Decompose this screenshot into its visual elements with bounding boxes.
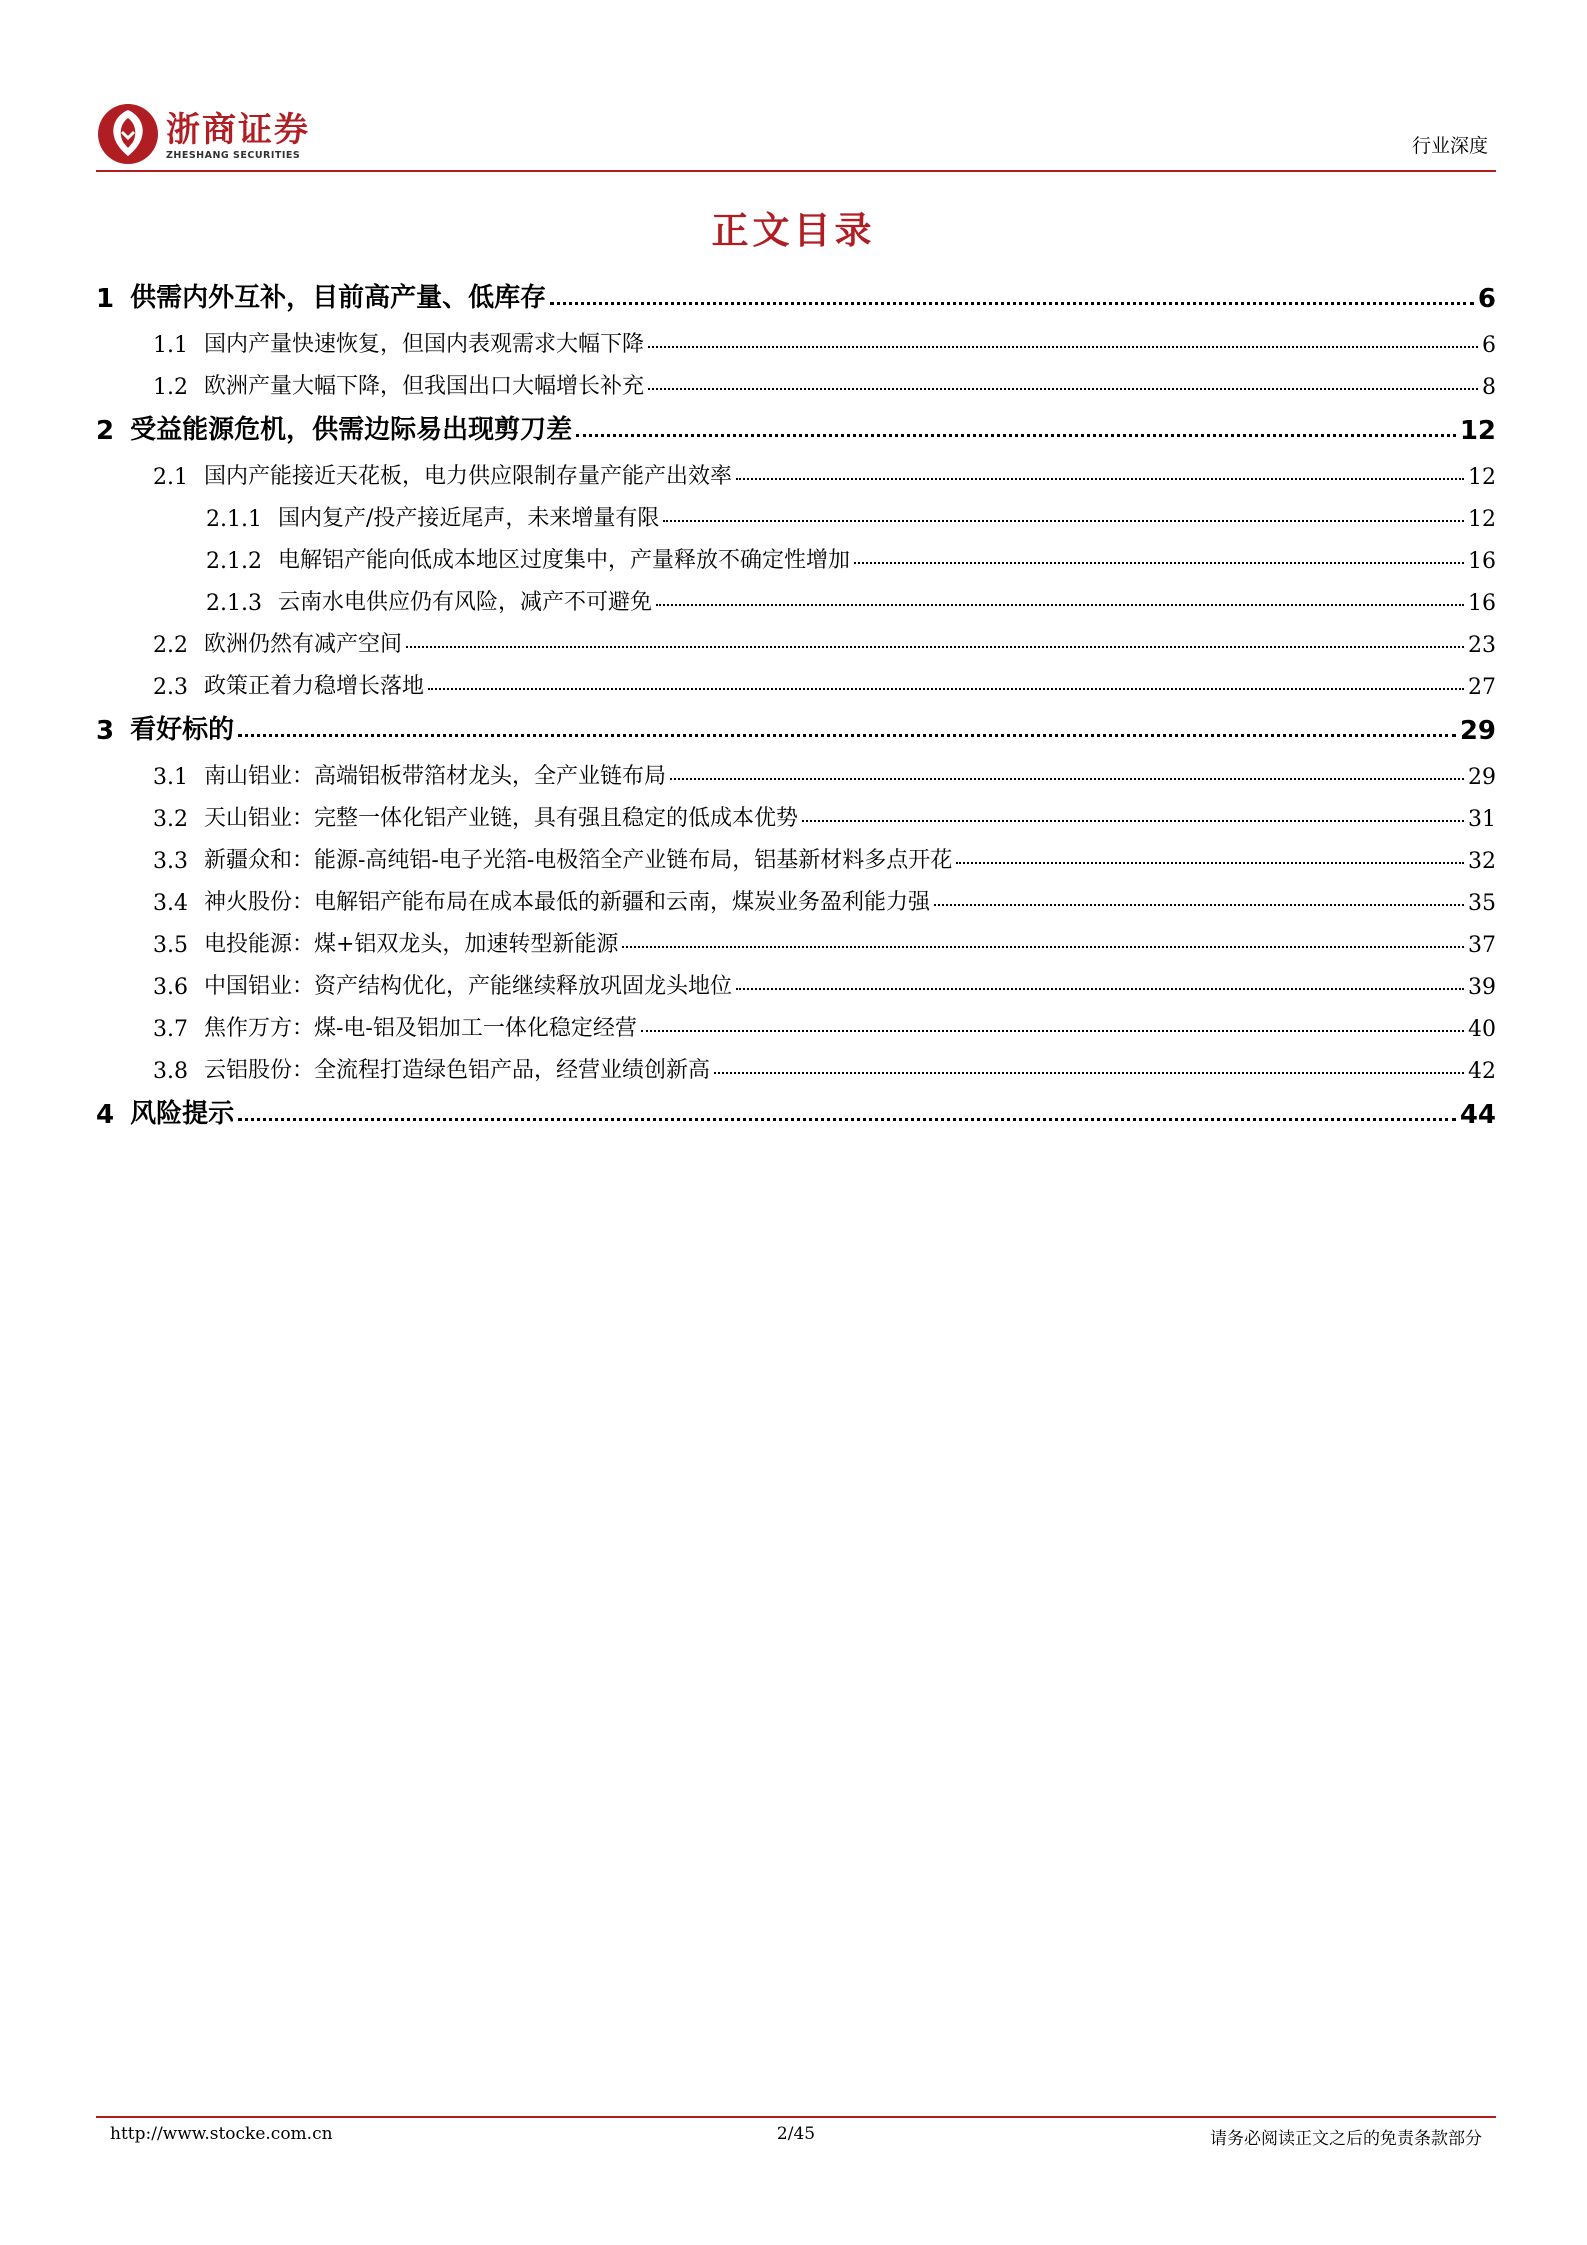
toc-dot-leader (406, 645, 1464, 648)
toc-entry-title: 供需内外互补，目前高产量、低库存 (130, 283, 547, 313)
toc-entry-page: 12 (1459, 416, 1496, 446)
page-footer (96, 2124, 1496, 2156)
toc-entry-number: 3 (96, 716, 115, 746)
toc-entry[interactable] (96, 658, 1496, 700)
toc-dot-leader (428, 687, 1464, 690)
toc-dot-leader (854, 561, 1464, 564)
toc-entry-number: 3.7 (153, 1017, 188, 1042)
toc-dot-leader (550, 301, 1474, 305)
toc-entry-number: 2.1 (153, 465, 188, 490)
table-of-contents (96, 268, 1496, 1132)
toc-entry-page: 8 (1482, 375, 1496, 400)
toc-dot-leader (934, 903, 1464, 906)
toc-entry[interactable] (96, 1000, 1496, 1042)
toc-dot-leader (622, 945, 1464, 948)
toc-entry-title: 欧洲产量大幅下降，但我国出口大幅增长补充 (204, 374, 645, 399)
brand-name-en: ZHESHANG SECURITIES (166, 150, 301, 161)
toc-entry-page: 27 (1468, 675, 1496, 700)
toc-dot-leader (736, 477, 1464, 480)
footer-url[interactable]: http://www.stocke.com.cn (110, 2124, 333, 2144)
toc-entry-number: 1.1 (153, 333, 188, 358)
toc-dot-leader (802, 819, 1464, 822)
toc-entry-title: 电投能源：煤+铝双龙头，加速转型新能源 (204, 932, 619, 957)
toc-entry[interactable] (96, 958, 1496, 1000)
toc-entry-title: 云铝股份：全流程打造绿色铝产品，经营业绩创新高 (204, 1058, 711, 1083)
toc-entry[interactable] (96, 316, 1496, 358)
document-type: 行业深度 (1411, 135, 1488, 157)
toc-dot-leader (956, 861, 1464, 864)
page-header (96, 98, 1496, 172)
toc-entry-page: 29 (1468, 765, 1496, 790)
toc-dot-leader (576, 433, 1456, 437)
toc-entry-number: 2.2 (153, 633, 188, 658)
toc-entry[interactable] (96, 574, 1496, 616)
toc-entry-number: 2.1.1 (206, 507, 262, 532)
toc-dot-leader (648, 345, 1478, 348)
toc-entry-page: 16 (1468, 591, 1496, 616)
toc-entry[interactable] (96, 748, 1496, 790)
toc-entry-page: 6 (1477, 284, 1496, 314)
toc-entry-number: 3.1 (153, 765, 188, 790)
toc-entry-page: 31 (1468, 807, 1496, 832)
toc-dot-leader (641, 1029, 1464, 1032)
toc-entry-page: 23 (1468, 633, 1496, 658)
toc-entry-page: 42 (1468, 1059, 1496, 1084)
toc-entry[interactable] (96, 874, 1496, 916)
toc-entry-number: 1.2 (153, 375, 188, 400)
toc-entry[interactable] (96, 358, 1496, 400)
toc-entry[interactable] (96, 1084, 1496, 1132)
toc-entry[interactable] (96, 790, 1496, 832)
toc-entry-title: 国内产能接近天花板，电力供应限制存量产能产出效率 (204, 464, 733, 489)
toc-entry-number: 1 (96, 284, 115, 314)
toc-entry-title: 南山铝业：高端铝板带箔材龙头，全产业链布局 (204, 764, 667, 789)
toc-dot-leader (663, 519, 1464, 522)
toc-entry[interactable] (96, 832, 1496, 874)
footer-divider (96, 2116, 1496, 2118)
toc-entry-number: 2 (96, 416, 115, 446)
toc-entry-page: 44 (1459, 1100, 1496, 1130)
toc-dot-leader (656, 603, 1464, 606)
toc-entry-number: 2.3 (153, 675, 188, 700)
toc-entry-page: 6 (1482, 333, 1496, 358)
toc-entry-page: 39 (1468, 975, 1496, 1000)
toc-entry-page: 32 (1468, 849, 1496, 874)
toc-entry[interactable] (96, 532, 1496, 574)
toc-entry-number: 3.8 (153, 1059, 188, 1084)
toc-entry-page: 16 (1468, 549, 1496, 574)
toc-entry[interactable] (96, 916, 1496, 958)
header-divider (96, 170, 1496, 172)
toc-entry-page: 12 (1468, 465, 1496, 490)
toc-entry[interactable] (96, 448, 1496, 490)
toc-entry-title: 国内产量快速恢复，但国内表观需求大幅下降 (204, 332, 645, 357)
toc-entry-title: 云南水电供应仍有风险，减产不可避免 (277, 590, 652, 615)
toc-dot-leader (714, 1071, 1464, 1074)
toc-entry-title: 电解铝产能向低成本地区过度集中，产量释放不确定性增加 (277, 548, 850, 573)
disclaimer-note: 请务必阅读正文之后的免责条款部分 (1210, 2129, 1482, 2149)
toc-entry-number: 3.3 (153, 849, 188, 874)
toc-entry[interactable] (96, 490, 1496, 532)
toc-entry[interactable] (96, 400, 1496, 448)
toc-entry-number: 3.2 (153, 807, 188, 832)
company-logo (96, 98, 336, 172)
toc-entry-page: 29 (1459, 716, 1496, 746)
toc-entry-title: 政策正着力稳增长落地 (204, 674, 425, 699)
toc-entry-page: 35 (1468, 891, 1496, 916)
toc-entry-number: 3.6 (153, 975, 188, 1000)
toc-dot-leader (670, 777, 1464, 780)
toc-entry-page: 12 (1468, 507, 1496, 532)
toc-title: 正文目录 (711, 209, 876, 252)
toc-entry[interactable] (96, 616, 1496, 658)
toc-entry-title: 中国铝业：资产结构优化，产能继续释放巩固龙头地位 (204, 974, 733, 999)
toc-entry-title: 风险提示 (130, 1099, 235, 1129)
brand-name-cn: 浙商证券 (166, 110, 310, 150)
toc-entry-title: 看好标的 (130, 715, 235, 745)
toc-entry-page: 40 (1468, 1017, 1496, 1042)
toc-entry-number: 4 (96, 1100, 115, 1130)
toc-entry-title: 新疆众和：能源-高纯铝-电子光箔-电极箔全产业链布局，铝基新材料多点开花 (204, 848, 953, 873)
toc-entry-title: 天山铝业：完整一体化铝产业链，具有强且稳定的低成本优势 (204, 806, 799, 831)
toc-dot-leader (736, 987, 1464, 990)
toc-entry-title: 受益能源危机，供需边际易出现剪刀差 (130, 415, 573, 445)
toc-entry[interactable] (96, 268, 1496, 316)
toc-entry-title: 欧洲仍然有减产空间 (204, 632, 403, 657)
toc-dot-leader (238, 733, 1456, 737)
zheshang-logo-icon (96, 102, 160, 166)
toc-entry-number: 3.4 (153, 891, 188, 916)
toc-entry-number: 2.1.3 (206, 591, 262, 616)
toc-entry[interactable] (96, 700, 1496, 748)
toc-entry-number: 2.1.2 (206, 549, 262, 574)
toc-entry[interactable] (96, 1042, 1496, 1084)
toc-entry-page: 37 (1468, 933, 1496, 958)
toc-entry-title: 神火股份：电解铝产能布局在成本最低的新疆和云南，煤炭业务盈利能力强 (204, 890, 931, 915)
toc-entry-title: 焦作万方：煤-电-铝及铝加工一体化稳定经营 (204, 1016, 637, 1041)
page-number: 2/45 (776, 2124, 816, 2144)
toc-dot-leader (648, 387, 1478, 390)
toc-entry-title: 国内复产/投产接近尾声，未来增量有限 (277, 506, 660, 531)
toc-dot-leader (238, 1117, 1456, 1121)
toc-entry-number: 3.5 (153, 933, 188, 958)
